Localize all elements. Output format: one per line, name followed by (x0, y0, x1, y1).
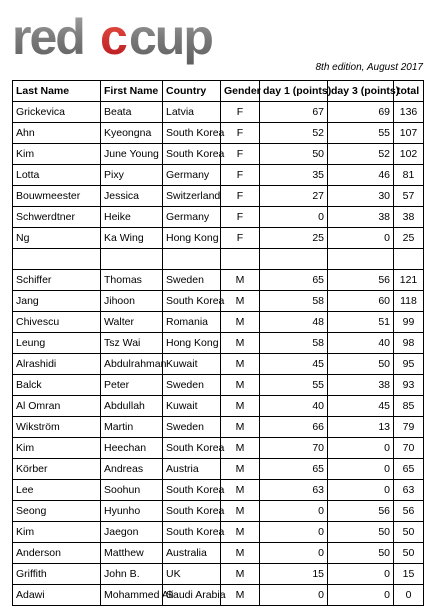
first-name-cell: Hyunho (101, 501, 163, 522)
country-cell: UK (163, 564, 221, 585)
first-name-cell: Beata (101, 102, 163, 123)
total-cell: 56 (394, 501, 424, 522)
last-name-cell: Bouwmeester (13, 186, 101, 207)
last-name-cell: Leung (13, 333, 101, 354)
empty-cell (260, 249, 328, 270)
day3-cell: 0 (328, 480, 394, 501)
table-row (13, 417, 424, 438)
gender-cell: M (221, 417, 260, 438)
day1-cell: 45 (260, 354, 328, 375)
table-row (13, 480, 424, 501)
first-name-cell: Kyeongna (101, 123, 163, 144)
day1-cell: 0 (260, 543, 328, 564)
country-cell: South Korea (163, 291, 221, 312)
last-name-cell: Jang (13, 291, 101, 312)
last-name-cell: Lee (13, 480, 101, 501)
day3-cell: 38 (328, 375, 394, 396)
table-row (13, 354, 424, 375)
table-row (13, 375, 424, 396)
gender-cell: M (221, 354, 260, 375)
day3-cell: 0 (328, 438, 394, 459)
total-cell: 65 (394, 459, 424, 480)
total-cell: 63 (394, 480, 424, 501)
redccup-logo (12, 10, 244, 68)
first-name-cell: Jessica (101, 186, 163, 207)
first-name-cell: Abdullah (101, 396, 163, 417)
table-row (13, 438, 424, 459)
day1-cell: 0 (260, 522, 328, 543)
total-cell: 0 (394, 585, 424, 606)
first-name-cell: Walter (101, 312, 163, 333)
day1-cell: 66 (260, 417, 328, 438)
gender-cell: F (221, 186, 260, 207)
last-name-cell: Balck (13, 375, 101, 396)
country-cell: Sweden (163, 270, 221, 291)
gender-cell: M (221, 501, 260, 522)
table-row (13, 270, 424, 291)
first-name-cell: Thomas (101, 270, 163, 291)
day3-cell: 0 (328, 228, 394, 249)
last-name-cell: Grickevica (13, 102, 101, 123)
country-cell: Hong Kong (163, 228, 221, 249)
first-name-cell: Matthew (101, 543, 163, 564)
day3-cell: 38 (328, 207, 394, 228)
table-row (13, 564, 424, 585)
gender-cell: F (221, 207, 260, 228)
day1-cell: 0 (260, 501, 328, 522)
empty-cell (163, 249, 221, 270)
col-total: total (394, 81, 424, 102)
country-cell: South Korea (163, 480, 221, 501)
col-day3: day 3 (points) (328, 81, 394, 102)
last-name-cell: Adawi (13, 585, 101, 606)
total-cell: 136 (394, 102, 424, 123)
country-cell: South Korea (163, 123, 221, 144)
country-cell: Sweden (163, 417, 221, 438)
table-row (13, 165, 424, 186)
table-row (13, 144, 424, 165)
table-row (13, 585, 424, 606)
gender-cell: F (221, 123, 260, 144)
day1-cell: 0 (260, 207, 328, 228)
gender-cell: M (221, 564, 260, 585)
table-row (13, 459, 424, 480)
table-row (13, 543, 424, 564)
empty-cell (101, 249, 163, 270)
total-cell: 50 (394, 522, 424, 543)
total-cell: 102 (394, 144, 424, 165)
first-name-cell: Jaegon (101, 522, 163, 543)
country-cell: Kuwait (163, 396, 221, 417)
gender-cell: M (221, 480, 260, 501)
total-cell: 93 (394, 375, 424, 396)
gender-cell: M (221, 333, 260, 354)
day3-cell: 50 (328, 522, 394, 543)
total-cell: 15 (394, 564, 424, 585)
table-row (13, 333, 424, 354)
day3-cell: 30 (328, 186, 394, 207)
last-name-cell: Anderson (13, 543, 101, 564)
day3-cell: 56 (328, 270, 394, 291)
total-cell: 95 (394, 354, 424, 375)
table-header-row (13, 81, 424, 102)
gender-cell: M (221, 585, 260, 606)
last-name-cell: Kim (13, 144, 101, 165)
day1-cell: 58 (260, 333, 328, 354)
country-cell: Switzerland (163, 186, 221, 207)
col-last-name: Last Name (13, 81, 101, 102)
total-cell: 121 (394, 270, 424, 291)
day1-cell: 40 (260, 396, 328, 417)
results-table (12, 80, 424, 606)
day1-cell: 63 (260, 480, 328, 501)
country-cell: Sweden (163, 375, 221, 396)
svg-text:red: red (12, 9, 84, 65)
country-cell: Hong Kong (163, 333, 221, 354)
first-name-cell: Tsz Wai (101, 333, 163, 354)
day3-cell: 50 (328, 354, 394, 375)
table-row (13, 312, 424, 333)
day3-cell: 13 (328, 417, 394, 438)
gender-cell: M (221, 459, 260, 480)
empty-cell (221, 249, 260, 270)
total-cell: 50 (394, 543, 424, 564)
first-name-cell: Abdulrahman (101, 354, 163, 375)
gender-cell: M (221, 522, 260, 543)
gender-cell: F (221, 228, 260, 249)
table-row (13, 228, 424, 249)
total-cell: 57 (394, 186, 424, 207)
day1-cell: 67 (260, 102, 328, 123)
first-name-cell: Mohammed Ali (101, 585, 163, 606)
day3-cell: 55 (328, 123, 394, 144)
svg-text:c: c (100, 9, 126, 65)
first-name-cell: Peter (101, 375, 163, 396)
last-name-cell: Kim (13, 522, 101, 543)
gender-cell: M (221, 396, 260, 417)
table-row (13, 123, 424, 144)
svg-text:cup: cup (129, 9, 212, 65)
last-name-cell: Ahn (13, 123, 101, 144)
day1-cell: 52 (260, 123, 328, 144)
country-cell: South Korea (163, 501, 221, 522)
group-separator-row (13, 249, 424, 270)
country-cell: South Korea (163, 522, 221, 543)
gender-cell: F (221, 144, 260, 165)
empty-cell (394, 249, 424, 270)
col-country: Country (163, 81, 221, 102)
day3-cell: 0 (328, 564, 394, 585)
last-name-cell: Lotta (13, 165, 101, 186)
day3-cell: 0 (328, 585, 394, 606)
day1-cell: 55 (260, 375, 328, 396)
day3-cell: 46 (328, 165, 394, 186)
last-name-cell: Schiffer (13, 270, 101, 291)
country-cell: Romania (163, 312, 221, 333)
day1-cell: 35 (260, 165, 328, 186)
table-row (13, 207, 424, 228)
day3-cell: 0 (328, 459, 394, 480)
gender-cell: M (221, 270, 260, 291)
col-first-name: First Name (101, 81, 163, 102)
day3-cell: 45 (328, 396, 394, 417)
day3-cell: 40 (328, 333, 394, 354)
last-name-cell: Ng (13, 228, 101, 249)
day1-cell: 48 (260, 312, 328, 333)
empty-cell (328, 249, 394, 270)
day3-cell: 56 (328, 501, 394, 522)
total-cell: 81 (394, 165, 424, 186)
edition-note: 8th edition, August 2017 (315, 62, 423, 73)
total-cell: 118 (394, 291, 424, 312)
first-name-cell: Soohun (101, 480, 163, 501)
total-cell: 38 (394, 207, 424, 228)
day3-cell: 69 (328, 102, 394, 123)
country-cell: Austria (163, 459, 221, 480)
gender-cell: M (221, 291, 260, 312)
gender-cell: M (221, 375, 260, 396)
table-row (13, 102, 424, 123)
total-cell: 70 (394, 438, 424, 459)
total-cell: 85 (394, 396, 424, 417)
total-cell: 98 (394, 333, 424, 354)
country-cell: Kuwait (163, 354, 221, 375)
first-name-cell: Martin (101, 417, 163, 438)
col-gender: Gender (221, 81, 260, 102)
day3-cell: 51 (328, 312, 394, 333)
total-cell: 79 (394, 417, 424, 438)
day3-cell: 50 (328, 543, 394, 564)
table-row (13, 522, 424, 543)
last-name-cell: Kim (13, 438, 101, 459)
last-name-cell: Seong (13, 501, 101, 522)
day1-cell: 70 (260, 438, 328, 459)
last-name-cell: Griffith (13, 564, 101, 585)
country-cell: Latvia (163, 102, 221, 123)
total-cell: 107 (394, 123, 424, 144)
country-cell: Australia (163, 543, 221, 564)
table-row (13, 291, 424, 312)
gender-cell: F (221, 102, 260, 123)
table-row (13, 501, 424, 522)
col-day1: day 1 (points) (260, 81, 328, 102)
day1-cell: 0 (260, 585, 328, 606)
total-cell: 25 (394, 228, 424, 249)
total-cell: 99 (394, 312, 424, 333)
first-name-cell: Jihoon (101, 291, 163, 312)
first-name-cell: Andreas (101, 459, 163, 480)
last-name-cell: Schwerdtner (13, 207, 101, 228)
day1-cell: 25 (260, 228, 328, 249)
first-name-cell: June Young (101, 144, 163, 165)
last-name-cell: Alrashidi (13, 354, 101, 375)
first-name-cell: Pixy (101, 165, 163, 186)
country-cell: South Korea (163, 438, 221, 459)
first-name-cell: Heike (101, 207, 163, 228)
day1-cell: 27 (260, 186, 328, 207)
gender-cell: M (221, 438, 260, 459)
gender-cell: M (221, 543, 260, 564)
country-cell: South Korea (163, 144, 221, 165)
country-cell: Germany (163, 165, 221, 186)
first-name-cell: John B. (101, 564, 163, 585)
day1-cell: 58 (260, 291, 328, 312)
first-name-cell: Heechan (101, 438, 163, 459)
gender-cell: F (221, 165, 260, 186)
country-cell: Saudi Arabia (163, 585, 221, 606)
day1-cell: 50 (260, 144, 328, 165)
day1-cell: 65 (260, 270, 328, 291)
last-name-cell: Al Omran (13, 396, 101, 417)
last-name-cell: Wikström (13, 417, 101, 438)
table-row (13, 396, 424, 417)
last-name-cell: Körber (13, 459, 101, 480)
day1-cell: 65 (260, 459, 328, 480)
country-cell: Germany (163, 207, 221, 228)
day1-cell: 15 (260, 564, 328, 585)
day3-cell: 52 (328, 144, 394, 165)
day3-cell: 60 (328, 291, 394, 312)
gender-cell: M (221, 312, 260, 333)
first-name-cell: Ka Wing (101, 228, 163, 249)
empty-cell (13, 249, 101, 270)
table-row (13, 186, 424, 207)
last-name-cell: Chivescu (13, 312, 101, 333)
